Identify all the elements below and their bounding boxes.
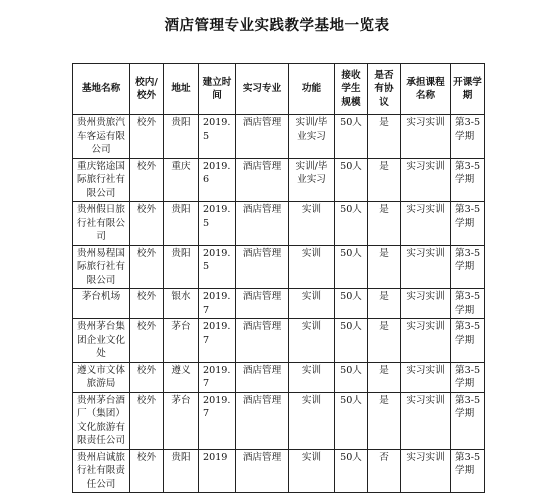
cell-base-name: 贵州启诚旅行社有限责任公司 bbox=[73, 449, 130, 493]
cell-capacity: 50人 bbox=[335, 158, 368, 202]
cell-course: 实习实训 bbox=[401, 449, 451, 493]
cell-major: 酒店管理 bbox=[236, 158, 289, 202]
cell-capacity: 50人 bbox=[335, 115, 368, 159]
table-row bbox=[73, 289, 485, 319]
cell-function: 实训 bbox=[289, 202, 335, 246]
cell-established: 2019.7 bbox=[199, 289, 236, 319]
cell-semester: 第3-5学期 bbox=[451, 319, 485, 363]
cell-base-name: 重庆铭途国际旅行社有限公司 bbox=[73, 158, 130, 202]
table-row bbox=[73, 449, 485, 493]
cell-capacity: 50人 bbox=[335, 392, 368, 449]
cell-base-name: 贵州茅台酒厂（集团）文化旅游有限责任公司 bbox=[73, 392, 130, 449]
table-row bbox=[73, 245, 485, 289]
document-title: 酒店管理专业实践教学基地一览表 bbox=[164, 17, 390, 34]
cell-location-type: 校外 bbox=[130, 392, 164, 449]
header-location-type: 校内/校外 bbox=[130, 64, 164, 115]
cell-base-name: 贵州易程国际旅行社有限公司 bbox=[73, 245, 130, 289]
cell-major: 酒店管理 bbox=[236, 245, 289, 289]
header-course: 承担课程名称 bbox=[401, 64, 451, 115]
header-semester: 开课学期 bbox=[451, 64, 485, 115]
cell-base-name: 贵州贵旅汽车客运有限公司 bbox=[73, 115, 130, 159]
cell-location-type: 校外 bbox=[130, 245, 164, 289]
table-header-row bbox=[73, 64, 485, 115]
header-capacity: 接收学生规模 bbox=[335, 64, 368, 115]
cell-semester: 第3-5学期 bbox=[451, 392, 485, 449]
cell-address: 贵阳 bbox=[164, 202, 199, 246]
cell-established: 2019.5 bbox=[199, 115, 236, 159]
cell-address: 贵阳 bbox=[164, 449, 199, 493]
cell-major: 酒店管理 bbox=[236, 449, 289, 493]
cell-function: 实训 bbox=[289, 449, 335, 493]
cell-course: 实习实训 bbox=[401, 245, 451, 289]
cell-location-type: 校外 bbox=[130, 449, 164, 493]
cell-major: 酒店管理 bbox=[236, 362, 289, 392]
cell-function: 实训/毕业实习 bbox=[289, 158, 335, 202]
cell-base-name: 茅台机场 bbox=[73, 289, 130, 319]
cell-semester: 第3-5学期 bbox=[451, 158, 485, 202]
cell-address: 贵阳 bbox=[164, 115, 199, 159]
header-function: 功能 bbox=[289, 64, 335, 115]
cell-function: 实训 bbox=[289, 289, 335, 319]
cell-semester: 第3-5学期 bbox=[451, 245, 485, 289]
table-row bbox=[73, 362, 485, 392]
cell-major: 酒店管理 bbox=[236, 289, 289, 319]
header-agreement: 是否有协议 bbox=[368, 64, 401, 115]
cell-semester: 第3-5学期 bbox=[451, 289, 485, 319]
cell-semester: 第3-5学期 bbox=[451, 202, 485, 246]
cell-established: 2019.5 bbox=[199, 202, 236, 246]
cell-capacity: 50人 bbox=[335, 245, 368, 289]
cell-established: 2019.7 bbox=[199, 392, 236, 449]
cell-function: 实训/毕业实习 bbox=[289, 115, 335, 159]
cell-major: 酒店管理 bbox=[236, 115, 289, 159]
cell-established: 2019.7 bbox=[199, 362, 236, 392]
table-row bbox=[73, 158, 485, 202]
cell-location-type: 校外 bbox=[130, 289, 164, 319]
cell-base-name: 贵州假日旅行社有限公司 bbox=[73, 202, 130, 246]
cell-function: 实训 bbox=[289, 319, 335, 363]
cell-course: 实习实训 bbox=[401, 319, 451, 363]
cell-agreement: 是 bbox=[368, 158, 401, 202]
cell-semester: 第3-5学期 bbox=[451, 449, 485, 493]
practice-base-table bbox=[72, 63, 485, 493]
cell-agreement: 是 bbox=[368, 289, 401, 319]
cell-location-type: 校外 bbox=[130, 319, 164, 363]
cell-established: 2019 bbox=[199, 449, 236, 493]
header-address: 地址 bbox=[164, 64, 199, 115]
cell-major: 酒店管理 bbox=[236, 319, 289, 363]
cell-address: 银水 bbox=[164, 289, 199, 319]
cell-agreement: 是 bbox=[368, 392, 401, 449]
header-established: 建立时间 bbox=[199, 64, 236, 115]
cell-agreement: 是 bbox=[368, 245, 401, 289]
cell-agreement: 否 bbox=[368, 449, 401, 493]
cell-course: 实习实训 bbox=[401, 158, 451, 202]
cell-capacity: 50人 bbox=[335, 449, 368, 493]
cell-established: 2019.6 bbox=[199, 158, 236, 202]
cell-capacity: 50人 bbox=[335, 202, 368, 246]
cell-agreement: 是 bbox=[368, 319, 401, 363]
cell-agreement: 是 bbox=[368, 362, 401, 392]
cell-address: 茅台 bbox=[164, 392, 199, 449]
cell-capacity: 50人 bbox=[335, 289, 368, 319]
cell-course: 实习实训 bbox=[401, 289, 451, 319]
cell-location-type: 校外 bbox=[130, 115, 164, 159]
header-major: 实习专业 bbox=[236, 64, 289, 115]
table-row bbox=[73, 392, 485, 449]
cell-location-type: 校外 bbox=[130, 362, 164, 392]
cell-base-name: 贵州茅台集团企业文化处 bbox=[73, 319, 130, 363]
header-base-name: 基地名称 bbox=[73, 64, 130, 115]
cell-semester: 第3-5学期 bbox=[451, 362, 485, 392]
cell-address: 重庆 bbox=[164, 158, 199, 202]
cell-address: 贵阳 bbox=[164, 245, 199, 289]
cell-address: 遵义 bbox=[164, 362, 199, 392]
cell-function: 实训 bbox=[289, 245, 335, 289]
cell-location-type: 校外 bbox=[130, 202, 164, 246]
cell-agreement: 是 bbox=[368, 202, 401, 246]
cell-established: 2019.5 bbox=[199, 245, 236, 289]
cell-function: 实训 bbox=[289, 392, 335, 449]
cell-location-type: 校外 bbox=[130, 158, 164, 202]
table-row bbox=[73, 319, 485, 363]
cell-course: 实习实训 bbox=[401, 115, 451, 159]
cell-course: 实习实训 bbox=[401, 392, 451, 449]
table-row bbox=[73, 115, 485, 159]
cell-capacity: 50人 bbox=[335, 319, 368, 363]
cell-course: 实习实训 bbox=[401, 202, 451, 246]
table-row bbox=[73, 202, 485, 246]
cell-address: 茅台 bbox=[164, 319, 199, 363]
cell-agreement: 是 bbox=[368, 115, 401, 159]
cell-major: 酒店管理 bbox=[236, 202, 289, 246]
cell-course: 实习实训 bbox=[401, 362, 451, 392]
cell-semester: 第3-5学期 bbox=[451, 115, 485, 159]
cell-established: 2019.7 bbox=[199, 319, 236, 363]
cell-base-name: 遵义市文体旅游局 bbox=[73, 362, 130, 392]
cell-function: 实训 bbox=[289, 362, 335, 392]
cell-capacity: 50人 bbox=[335, 362, 368, 392]
cell-major: 酒店管理 bbox=[236, 392, 289, 449]
